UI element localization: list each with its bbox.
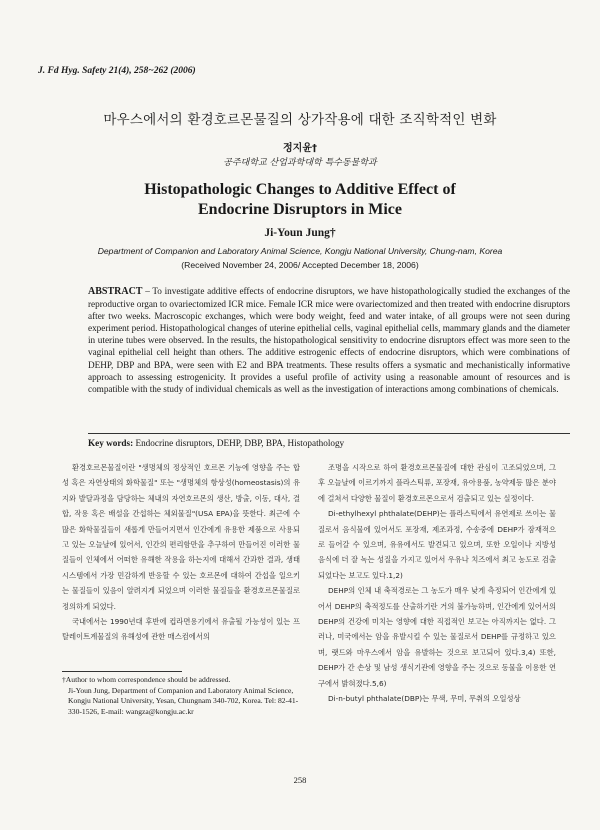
body-right-column bbox=[318, 460, 556, 707]
body-paragraph: 조명을 시작으로 하여 환경호르몬물질에 대한 관심이 고조되었으며, 그 후 오늘날에 이르기까지 플라스틱류, 포장재, 유아용품, 농약제등 많은 분야에 걸쳐서 다양한 물질이 환경호르몬으로서 검출되고 있는 실정이다. bbox=[318, 463, 556, 503]
abstract-label: ABSTRACT bbox=[88, 286, 143, 297]
english-title-line2: Endocrine Disruptors in Mice bbox=[198, 201, 402, 218]
keywords-divider bbox=[88, 433, 570, 434]
english-author: Ji-Youn Jung† bbox=[264, 227, 336, 239]
english-title-line1: Histopathologic Changes to Additive Effect of bbox=[144, 181, 456, 198]
keywords bbox=[88, 438, 570, 448]
body-paragraph: 국내에서는 1990년대 후반에 컵라면용기에서 유출될 가능성이 있는 프탈레이트계물질의 유해성에 관한 매스컴에서의 bbox=[62, 617, 300, 642]
english-affiliation: Department of Companion and Laboratory Animal Science, Kongju National University, Chung-nam, Korea bbox=[97, 246, 503, 256]
footnote bbox=[62, 675, 300, 717]
body-paragraph: 환경호르몬물질이란 "생명체의 정상적인 호르몬 기능에 영향을 주는 합성 혹은 자연상태의 화학물질" 또는 "생명체의 항상성(homeostasis)의 유지와 발달과정을 담당하는 체내의 자연호르몬의 생산, 방출, 이동, 대사, 결합, 작용 혹은 배설을 간섭하는 체외물질"(USA EPA)을 뜻한다. 최근에 수많은 화학물질들이 새롭게 만들어지면서 인간에게 유용한 제품으로 사용되고 있는 오늘날에 있어서, 인간의 편리함만을 추구하여 만들어진 이러한 물질들이 인체에서 어떠한 유해한 작용을 하는지에 대해서 간과한 결과, 생태시스템에서 가장 민감하게 반응할 수 있는 호르몬에 대하여 간섭을 일으키는 물질들이 있음이 알려지게 되었으며 이러한 물질들을 환경호르몬물질로 정의하게 되었다. bbox=[62, 463, 300, 611]
body-paragraph: Di-n-butyl phthalate(DBP)는 무색, 무미, 무취의 오일성상 bbox=[328, 694, 521, 704]
keywords-text: Endocrine disruptors, DEHP, DBP, BPA, Histopathology bbox=[133, 438, 345, 448]
english-title bbox=[0, 180, 600, 220]
body-paragraph: DEHP의 인체 내 축적경로는 그 농도가 매우 낮게 측정되어 인간에게 있어서 DEHP의 축적정도를 산출하기란 거의 불가능하며, 인간에게 있어서의 DEHP의 건강에 미치는 영향에 대한 직접적인 보고는 아직까지는 없다. 그러나, 미국에서는 암을 유발시킬 수 있는 물질로서 DEHP를 규정하고 있으며, 랫드와 마우스에서 암을 유발하는 것으로 보고되어 있다.3,4) 또한, DEHP가 간 손상 및 남성 생식기관에 영향을 주는 것으로 동물을 이용한 연구에서 밝혀졌다.5,6) bbox=[318, 586, 556, 688]
korean-affiliation: 공주대학교 산업과학대학 특수동물학과 bbox=[223, 158, 377, 168]
journal-reference: J. Fd Hyg. Safety 21(4), 258~262 (2006) bbox=[38, 66, 196, 76]
footnote-correspondence: †Author to whom correspondence should be addressed. bbox=[62, 675, 231, 684]
body-paragraph: Di-ethylhexyl phthalate(DEHP)는 플라스틱에서 유연제로 쓰이는 물질로서 음식물에 있어서도 포장재, 제조과정, 수송중에 DEHP가 잠재적으로 들어갈 수 있으며, 유유에서도 발견되고 있으며, 또한 오일이나 지방성 음식에 더 잘 녹는 성질을 가지고 있어서 우유나 치즈에서 최고 농도로 검출되었다는 보고도 있다.1,2) bbox=[318, 509, 556, 580]
keywords-label: Key words: bbox=[88, 438, 134, 448]
korean-author: 정지윤† bbox=[283, 143, 317, 154]
page-number: 258 bbox=[293, 775, 307, 785]
korean-title: 마우스에서의 환경호르몬물질의 상가작용에 대한 조직학적인 변화 bbox=[103, 112, 497, 128]
received-dates: (Received November 24, 2006/ Accepted December 18, 2006) bbox=[181, 260, 419, 270]
body-left-column bbox=[62, 460, 300, 645]
footnote-address: Ji-Youn Jung, Department of Companion and Laboratory Animal Science, Kongju National University, Yesan, Chungnam 340-702, Korea. Tel: 82-41-330-1526, E-mail: wangza@kongju.ac.kr bbox=[68, 685, 299, 716]
footnote-divider bbox=[62, 671, 182, 672]
abstract-text: – To investigate additive effects of endocrine disruptors, we have histopathologically studied the exchanges of the reproductive organ to ovariectomized ICR mice. Female ICR mice were ovariectomized and then treated with endocrine disruptors after two weeks. Macroscopic exchanges, which were body weight, feed and water intake, of all groups were not seen during experiment period. Histopathological changes of uterine epithelial cells, vaginal epithelial cells, mammary glands and the diameter in uterine tubes were observed. In the results, the histopathological sensitivity to endocrine disruptors effect was more seen to the vaginal epithelial cell height than others. The additive estrogenic effects of endocrine disruptors, which were combinations of DEHP, DBP and BPA, were seen with E2 and BPA treatments. These results offers a sysmatic and mechanistically informative approach to assessing estrogenicity. It provides a useful profile of activity using a reasonable amount of resources and is compatible with the study of individual chemicals as well as the investigation of interactions among combinations of chemicals. bbox=[88, 286, 570, 394]
abstract bbox=[88, 285, 570, 395]
